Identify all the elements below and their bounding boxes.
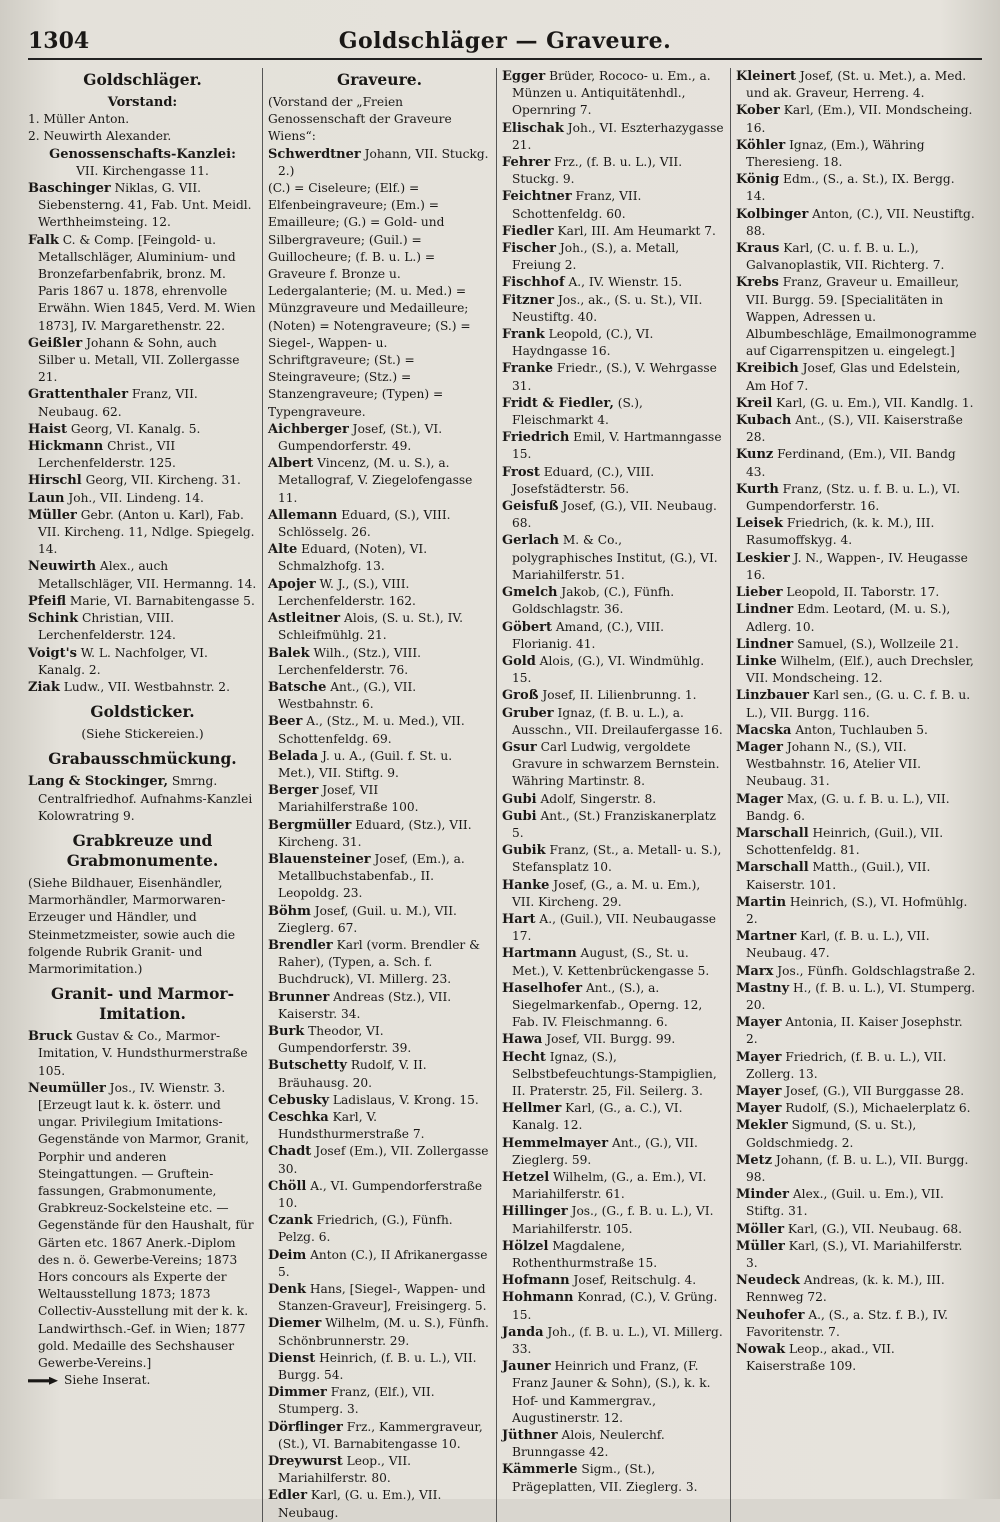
entry-name: Gubik: [502, 843, 546, 859]
directory-columns: [28, 68, 982, 1520]
directory-entry: Neuhofer A., (S., a. Stz. f. B.), IV. Favoritenstr. 7.: [736, 1307, 948, 1339]
directory-entry: Gerlach M. & Co., polygraphisches Institut, (G.), VI. Mariahilferstr. 51.: [502, 533, 718, 582]
directory-entry: Elischak Joh., VI. Eszterhazygasse 21.: [502, 120, 724, 152]
entry-name: Diemer: [268, 1316, 322, 1332]
section-heading: Grabausschmückung.: [48, 749, 237, 769]
section-heading: Grabkreuze und Grabmonumente.: [66, 830, 219, 870]
entry-name: Neuhofer: [736, 1307, 805, 1323]
entry-name: Apojer: [268, 576, 316, 592]
entry-name: Friedrich: [502, 430, 570, 446]
entry-name: Mayer: [736, 1049, 782, 1065]
note-text: 2. Neuwirth Alexander.: [28, 129, 172, 144]
directory-entry: Falk C. & Comp. [Feingold- u. Metallschläger, Aluminium- und Bronzefarbenfabrik, bronz. M. Paris 1867 u. 1878, ehrenvolle Erwähn. Wien 1845, Verd. M. Wien 1873], IV. Margarethenstr. 22.: [28, 232, 256, 333]
entry-name: Franke: [502, 361, 554, 377]
directory-entry: Jauner Heinrich und Franz, (F. Franz Jauner & Sohn), (S.), k. k. Hof- und Kammergrav., Augustinerstr. 12.: [502, 1359, 711, 1425]
entry-name: Kleinert: [736, 69, 797, 84]
directory-entry: Hohmann Konrad, (C.), V. Grüng. 15.: [502, 1290, 718, 1322]
entry-name: Hillinger: [502, 1204, 568, 1220]
directory-entry: Edler Karl, (G. u. Em.), VII. Neubaug.: [268, 1488, 442, 1520]
entry-name: Mekler: [736, 1118, 788, 1134]
entry-name: Butschetty: [268, 1058, 347, 1074]
directory-entry: Mayer Antonia, II. Kaiser Josephstr. 2.: [736, 1015, 963, 1047]
directory-entry: Diemer Wilhelm, (M. u. S.), Fünfh. Schönbrunnerstr. 29.: [268, 1316, 489, 1348]
directory-entry: Geißler Johann & Sohn, auch Silber u. Metall, VII. Zollergasse 21.: [28, 335, 240, 385]
directory-entry: Macska Anton, Tuchlauben 5.: [736, 722, 928, 738]
entry-name: Fiedler: [502, 223, 554, 239]
directory-entry: Metz Johann, (f. B. u. L.), VII. Burgg. 98.: [736, 1152, 969, 1184]
entry-name: Schwerdtner: [268, 146, 361, 162]
entry-name: Mayer: [736, 1015, 782, 1031]
entry-name: Müller: [736, 1238, 785, 1254]
directory-entry: Fitzner Jos., ak., (S. u. St.), VII. Neustiftg. 40.: [502, 292, 703, 324]
directory-entry: Böhm Josef, (Guil. u. M.), VII. Zieglerg. 67.: [268, 903, 457, 935]
entry-name: Dörflinger: [268, 1419, 343, 1435]
directory-entry: Marx Jos., Fünfh. Goldschlagstraße 2.: [736, 963, 976, 979]
directory-entry: Martin Heinrich, (S.), VI. Hofmühlg. 2.: [736, 894, 968, 926]
entry-name: Marschall: [736, 825, 809, 841]
entry-name: Chadt: [268, 1144, 312, 1160]
directory-entry: Fiedler Karl, III. Am Heumarkt 7.: [502, 223, 716, 239]
directory-entry: Groß Josef, II. Lilienbrunng. 1.: [502, 688, 697, 704]
entry-name: Minder: [736, 1187, 789, 1203]
entry-name: Batsche: [268, 679, 327, 695]
entry-name: Neudeck: [736, 1273, 800, 1289]
directory-entry: Krebs Franz, Graveur u. Emailleur, VII. Burgg. 59. [Specialitäten in Wappen, Adressen u. Albumbeschläge, Emailmonogramme auf Cigarrenspitzen u. eingelegt.]: [736, 275, 977, 359]
directory-entry: Friedrich Emil, V. Hartmanngasse 15.: [502, 430, 722, 462]
directory-entry: Belada J. u. A., (Guil. f. St. u. Met.), VII. Stiftg. 9.: [268, 748, 453, 780]
entry-name: Linke: [736, 653, 777, 669]
directory-entry: Hofmann Josef, Reitschulg. 4.: [502, 1273, 697, 1289]
note-text: (Vorstand der „Freien Genossenschaft der Graveure Wiens“:: [268, 95, 452, 144]
entry-name: Jauner: [502, 1359, 551, 1375]
column-3: [496, 68, 730, 1522]
entry-name: Fehrer: [502, 155, 551, 171]
entry-name: Göbert: [502, 619, 552, 635]
section-heading: Goldschläger.: [83, 70, 202, 89]
directory-entry: Grattenthaler Franz, VII. Neubaug. 62.: [28, 387, 198, 419]
entry-name: Lang & Stockinger,: [28, 774, 169, 790]
directory-entry: Gmelch Jakob, (C.), Fünfh. Goldschlagstr. 36.: [502, 585, 675, 617]
directory-entry: Möller Karl, (G.), VII. Neubaug. 68.: [736, 1221, 962, 1237]
directory-entry: Gold Alois, (G.), VI. Windmühlg. 15.: [502, 653, 705, 686]
note-text: (Siehe Bildhauer, Eisenhändler, Marmorhändler, Marmorwaren-Erzeuger und Händler, und Steinmetzmeister, sowie auch die folgende Rubrik Granit- und Marmorimitation.): [28, 875, 236, 976]
entry-name: Kreil: [736, 395, 773, 411]
directory-entry: Pfeifl Marie, VI. Barnabitengasse 5.: [28, 593, 255, 609]
entry-name: Egger: [502, 69, 546, 84]
directory-entry: Chadt Josef (Em.), VII. Zollergasse 30.: [268, 1144, 489, 1176]
entry-name: Mayer: [736, 1101, 782, 1117]
directory-entry: Astleitner Alois, (S. u. St.), IV. Schleifmühlg. 21.: [268, 611, 463, 643]
entry-name: Martin: [736, 894, 787, 910]
entry-name: Gubi: [502, 808, 537, 824]
entry-name: Kunz: [736, 447, 774, 463]
directory-entry: Fridt & Fiedler, (S.), Fleischmarkt 4.: [502, 395, 643, 428]
directory-entry: Gruber Ignaz, (f. B. u. L.), a. Ausschn., VII. Dreilaufergasse 16.: [502, 705, 723, 737]
entry-name: Albert: [268, 456, 314, 472]
directory-entry: Mastny H., (f. B. u. L.), VI. Stumperg. 20.: [736, 980, 976, 1012]
entry-name: Edler: [268, 1488, 308, 1504]
directory-entry: Marschall Heinrich, (Guil.), VII. Schottenfeldg. 81.: [736, 825, 944, 858]
directory-entry: Kubach Ant., (S.), VII. Kaiserstraße 28.: [736, 413, 963, 445]
directory-entry: Lindner Edm. Leotard, (M. u. S.), Adlerg. 10.: [736, 602, 951, 634]
directory-entry: Ziak Ludw., VII. Westbahnstr. 2.: [28, 679, 230, 695]
directory-entry: Mayer Rudolf, (S.), Michaelerplatz 6.: [736, 1101, 971, 1117]
entry-name: Beer: [268, 714, 303, 730]
entry-name: Kober: [736, 103, 780, 119]
entry-name: Hofmann: [502, 1273, 570, 1289]
directory-entry: Brendler Karl (vorm. Brendler & Raher), (Typen, a. Sch. f. Buchdruck), VI. Millerg. 23.: [268, 937, 480, 987]
directory-entry: Dienst Heinrich, (f. B. u. L.), VII. Burgg. 54.: [268, 1350, 477, 1383]
directory-entry: Albert Vincenz, (M. u. S.), a. Metallograf, V. Ziegelofengasse 11.: [268, 456, 473, 505]
directory-entry: Fehrer Frz., (f. B. u. L.), VII. Stuckg. 9.: [502, 155, 683, 187]
entry-name: Neumüller: [28, 1080, 106, 1096]
entry-name: Schink: [28, 611, 79, 627]
entry-name: Frank: [502, 327, 545, 343]
entry-name: Jüthner: [502, 1428, 558, 1444]
entry-name: Lindner: [736, 636, 794, 652]
directory-entry: Geisfuß Josef, (G.), VII. Neubaug. 68.: [502, 499, 717, 531]
entry-name: Hanke: [502, 877, 550, 893]
entry-name: Fitzner: [502, 292, 555, 308]
entry-name: Hellmer: [502, 1101, 562, 1117]
directory-entry: Hickmann Christ., VII Lerchenfelderstr. 125.: [28, 439, 176, 471]
entry-name: Martner: [736, 929, 797, 945]
entry-name: Ceschka: [268, 1109, 329, 1125]
directory-entry: Beer A., (Stz., M. u. Med.), VII. Schottenfeldg. 69.: [268, 714, 465, 746]
entry-name: Elischak: [502, 120, 564, 136]
note-text: (C.) = Ciseleure; (Elf.) = Elfenbeingraveure; (Em.) = Emailleure; (G.) = Gold- und Silbergraveure; (Guil.) = Guillocheure; (f. B. u. L.) = Graveure f. Bronze u. Ledergalanterie; (M. u. Med.) = Münzgraveure und Medailleure; (Noten) = Notengraveure; (S.) = Siegel-, Wappen- u. Schriftgraveure; (St.) = Steingraveure; (Stz.) = Stanzengraveure; (Typen) = Typengraveure.: [268, 181, 471, 419]
note-text: (Siehe Stickereien.): [81, 727, 204, 742]
entry-name: Fridt & Fiedler,: [502, 395, 614, 411]
note-text: VII. Kirchengasse 11.: [76, 163, 209, 178]
entry-name: Linzbauer: [736, 688, 809, 704]
entry-name: Mager: [736, 739, 784, 755]
directory-entry: Voigt's W. L. Nachfolger, VI. Kanalg. 2.: [28, 645, 208, 677]
entry-name: Kraus: [736, 241, 780, 257]
entry-name: Laun: [28, 490, 65, 506]
directory-entry: König Edm., (S., a. St.), IX. Bergg. 14.: [736, 172, 955, 204]
entry-name: Denk: [268, 1282, 307, 1298]
directory-entry: Leskier J. N., Wappen-, IV. Heugasse 16.: [736, 550, 968, 582]
directory-entry: Hawa Josef, VII. Burgg. 99.: [502, 1032, 676, 1048]
entry-name: Kämmerle: [502, 1462, 578, 1478]
directory-entry: Berger Josef, VII Mariahilferstraße 100.: [268, 783, 419, 815]
subheading: Genossenschafts-Kanzlei:: [49, 146, 236, 162]
entry-name: Dreywurst: [268, 1454, 343, 1470]
directory-entry: Kämmerle Sigm., (St.), Prägeplatten, VII. Zieglerg. 3.: [502, 1462, 698, 1494]
directory-entry: Kreibich Josef, Glas und Edelstein, Am Hof 7.: [736, 361, 961, 393]
entry-name: Deim: [268, 1247, 307, 1263]
directory-entry: Linke Wilhelm, (Elf.), auch Drechsler, VII. Mondscheing. 12.: [736, 653, 974, 686]
entry-name: Baschinger: [28, 181, 111, 197]
directory-entry: Fischer Joh., (S.), a. Metall, Freiung 2.: [502, 241, 680, 273]
directory-entry: Göbert Amand, (C.), VIII. Florianig. 41.: [502, 619, 665, 651]
directory-entry: Hellmer Karl, (G., a. C.), VI. Kanalg. 12.: [502, 1101, 683, 1133]
directory-entry: Martner Karl, (f. B. u. L.), VII. Neubaug. 47.: [736, 929, 930, 961]
directory-entry: Denk Hans, [Siegel-, Wappen- und Stanzen-Graveur], Freisingerg. 5.: [268, 1282, 487, 1314]
entry-name: Kreibich: [736, 361, 799, 377]
directory-entry: Hemmelmayer Ant., (G.), VII. Zieglerg. 59.: [502, 1135, 698, 1167]
directory-entry: Hanke Josef, (G., a. M. u. Em.), VII. Kircheng. 29.: [502, 877, 701, 909]
directory-entry: Mager Johann N., (S.), VII. Westbahnstr. 16, Atelier VII. Neubaug. 31.: [736, 739, 922, 789]
directory-entry: Bergmüller Eduard, (Stz.), VII. Kircheng. 31.: [268, 817, 472, 849]
directory-entry: Schwerdtner Johann, VII. Stuckg. 2.): [268, 146, 489, 178]
inserat-reference: [28, 1372, 257, 1389]
directory-entry: Mayer Friedrich, (f. B. u. L.), VII. Zollerg. 13.: [736, 1049, 947, 1081]
entry-name: Geisfuß: [502, 499, 559, 515]
entry-name: Möller: [736, 1221, 785, 1237]
entry-name: Nowak: [736, 1342, 786, 1358]
directory-entry: Schink Christian, VIII. Lerchenfelderstr. 124.: [28, 611, 176, 643]
entry-name: Hartmann: [502, 946, 577, 962]
directory-entry: Minder Alex., (Guil. u. Em.), VII. Stiftg. 31.: [736, 1187, 944, 1219]
directory-entry: Kolbinger Anton, (C.), VII. Neustiftg. 88.: [736, 206, 975, 238]
directory-entry: Nowak Leop., akad., VII. Kaiserstraße 109.: [736, 1342, 895, 1374]
directory-entry: Apojer W. J., (S.), VIII. Lerchenfelderstr. 162.: [268, 576, 416, 608]
entry-name: Aichberger: [268, 421, 349, 437]
directory-entry: Gubi Ant., (St.) Franziskanerplatz 5.: [502, 808, 716, 840]
directory-entry: Lindner Samuel, (S.), Wollzeile 21.: [736, 636, 959, 652]
directory-entry: Köhler Ignaz, (Em.), Währing Theresieng. 18.: [736, 137, 925, 170]
column-1: [28, 68, 262, 1522]
entry-name: Blauensteiner: [268, 851, 371, 867]
entry-name: Neuwirth: [28, 559, 97, 575]
entry-name: Belada: [268, 748, 319, 764]
entry-name: Bergmüller: [268, 817, 352, 833]
directory-entry: Kober Karl, (Em.), VII. Mondscheing. 16.: [736, 103, 973, 135]
entry-name: Leisek: [736, 516, 783, 532]
directory-entry: Marschall Matth., (Guil.), VII. Kaiserstr. 101.: [736, 860, 931, 892]
entry-name: Cebusky: [268, 1092, 330, 1108]
directory-entry: Kreil Karl, (G. u. Em.), VII. Kandlg. 1.: [736, 395, 974, 411]
entry-name: Mastny: [736, 980, 790, 996]
directory-entry: Hölzel Magdalene, Rothenthurmstraße 15.: [502, 1238, 658, 1271]
directory-entry: Müller Karl, (S.), VI. Mariahilferstr. 3.: [736, 1238, 963, 1271]
entry-name: Hirschl: [28, 473, 82, 489]
directory-entry: Neudeck Andreas, (k. k. M.), III. Rennweg 72.: [736, 1273, 945, 1305]
pointing-hand-icon: [28, 1377, 58, 1385]
directory-entry: Ceschka Karl, V. Hundsthurmerstraße 7.: [268, 1109, 425, 1142]
entry-name: Frost: [502, 464, 540, 480]
entry-name: Alte: [268, 542, 298, 558]
entry-name: Hawa: [502, 1032, 543, 1048]
directory-entry: Lieber Leopold, II. Taborstr. 17.: [736, 585, 940, 601]
directory-entry: Blauensteiner Josef, (Em.), a. Metallbuchstabenfab., II. Leopoldg. 23.: [268, 851, 465, 901]
entry-name: Hohmann: [502, 1290, 574, 1306]
entry-name: Köhler: [736, 137, 786, 153]
directory-entry: Gsur Carl Ludwig, vergoldete Gravure in schwarzem Bernstein. Währing Martinstr. 8.: [502, 739, 720, 789]
entry-name: Gold: [502, 653, 536, 669]
directory-entry: Janda Joh., (f. B. u. L.), VI. Millerg. 33.: [502, 1324, 723, 1357]
directory-entry: Cebusky Ladislaus, V. Krong. 15.: [268, 1092, 479, 1108]
directory-entry: Hart A., (Guil.), VII. Neubaugasse 17.: [502, 911, 716, 944]
entry-name: Czank: [268, 1213, 313, 1229]
entry-name: Metz: [736, 1152, 773, 1168]
directory-entry: Czank Friedrich, (G.), Fünfh. Pelzg. 6.: [268, 1213, 453, 1245]
directory-entry: Lang & Stockinger, Smrng. Centralfriedhof. Aufnahms-Kanzlei Kolowratring 9.: [28, 774, 253, 823]
entry-name: Feichtner: [502, 189, 572, 205]
directory-entry: Neumüller Jos., IV. Wienstr. 3. [Erzeugt laut k. k. österr. und ungar. Privilegium Imitations-Gegenstände von Marmor, Granit, Porphir und anderen Steingattungen. — Gruftein-fassungen, Grabmonumente, Grabkreuz-Sockelsteine etc. — Gegenstände für den Haushalt, für Gärten etc. 1867 Anerk.-Diplom des n. ö. Gewerbe-Vereins; 1873 Hors concours als Experte der Weltausstellung 1873; 1873 Collectiv-Ausstellung mit der k. k. Landwirthsch.-Gef. in Wien; 1877 gold. Medaille des Sechshauser Gewerbe-Vereins.]: [28, 1080, 254, 1370]
directory-entry: Hartmann August, (S., St. u. Met.), V. Kettenbrückengasse 5.: [502, 946, 710, 978]
entry-name: Mager: [736, 791, 784, 807]
entry-name: Janda: [502, 1324, 544, 1340]
entry-name: Dimmer: [268, 1385, 327, 1401]
entry-name: Hart: [502, 911, 536, 927]
section-heading: Goldsticker.: [90, 702, 195, 722]
entry-name: Bruck: [28, 1029, 73, 1045]
directory-entry: Gubi Adolf, Singerstr. 8.: [502, 791, 657, 807]
page-number: 1304: [28, 28, 90, 54]
page-header: [28, 28, 982, 60]
note-text: 1. Müller Anton.: [28, 112, 130, 127]
directory-entry: Kunz Ferdinand, (Em.), VII. Bandg 43.: [736, 447, 956, 479]
entry-name: Kubach: [736, 413, 792, 429]
column-2: [262, 68, 496, 1522]
directory-entry: Dimmer Franz, (Elf.), VII. Stumperg. 3.: [268, 1385, 435, 1417]
directory-entry: Dörflinger Frz., Kammergraveur, (St.), VI. Barnabitengasse 10.: [268, 1419, 483, 1451]
directory-entry: Fischhof A., IV. Wienstr. 15.: [502, 275, 683, 291]
entry-name: Gsur: [502, 739, 537, 755]
entry-name: König: [736, 172, 780, 188]
inserat-label: Siehe Inserat.: [64, 1373, 151, 1388]
entry-name: Dienst: [268, 1350, 316, 1366]
entry-name: Kolbinger: [736, 206, 809, 222]
directory-entry: Gubik Franz, (St., a. Metall- u. S.), Stefansplatz 10.: [502, 843, 722, 875]
entry-name: Groß: [502, 688, 539, 704]
directory-entry: Leisek Friedrich, (k. k. M.), III. Rasumoffskyg. 4.: [736, 516, 935, 548]
entry-name: Falk: [28, 232, 59, 248]
directory-entry: Butschetty Rudolf, V. II. Bräuhausg. 20.: [268, 1058, 427, 1090]
directory-entry: Mager Max, (G. u. f. B. u. L.), VII. Bandg. 6.: [736, 791, 950, 823]
directory-entry: Allemann Eduard, (S.), VIII. Schlösselg. 26.: [268, 507, 451, 540]
entry-name: Fischhof: [502, 275, 565, 291]
entry-name: Lieber: [736, 585, 783, 601]
directory-entry: Egger Brüder, Rococo- u. Em., a. Münzen u. Antiquitätenhdl., Opernring 7.: [502, 69, 711, 118]
entry-name: Burk: [268, 1023, 305, 1039]
entry-name: Macska: [736, 722, 792, 738]
entry-name: Gmelch: [502, 585, 558, 601]
directory-entry: Kleinert Josef, (St. u. Met.), a. Med. und ak. Graveur, Herreng. 4.: [736, 69, 967, 101]
directory-entry: Frank Leopold, (C.), VI. Haydngasse 16.: [502, 327, 654, 359]
entry-name: Hickmann: [28, 439, 104, 455]
directory-entry: Mayer Josef, (G.), VII Burggasse 28.: [736, 1083, 965, 1099]
entry-name: Gubi: [502, 791, 537, 807]
entry-name: Müller: [28, 507, 77, 523]
directory-entry: Feichtner Franz, VII. Schottenfeldg. 60.: [502, 189, 642, 221]
directory-entry: Baschinger Niklas, G. VII. Siebensterng. 41, Fab. Unt. Meidl. Werthheimsteing. 12.: [28, 181, 252, 230]
entry-name: Kurth: [736, 481, 779, 497]
directory-entry: Franke Friedr., (S.), V. Wehrgasse 31.: [502, 361, 717, 393]
entry-name: Hecht: [502, 1049, 546, 1065]
directory-entry: Deim Anton (C.), II Afrikanergasse 5.: [268, 1247, 488, 1279]
directory-entry: Linzbauer Karl sen., (G. u. C. f. B. u. L.), VII. Burgg. 116.: [736, 688, 971, 720]
entry-name: Haist: [28, 421, 67, 437]
entry-name: Marschall: [736, 860, 809, 876]
entry-name: Geißler: [28, 335, 83, 351]
entry-name: Marx: [736, 963, 774, 979]
directory-entry: Neuwirth Alex., auch Metallschläger, VII. Hermanng. 14.: [28, 559, 257, 591]
entry-name: Brendler: [268, 937, 333, 953]
entry-name: Hemmelmayer: [502, 1135, 609, 1151]
entry-name: Pfeifl: [28, 593, 67, 609]
entry-name: Brunner: [268, 989, 330, 1005]
entry-name: Hetzel: [502, 1170, 550, 1185]
entry-name: Voigt's: [28, 645, 77, 661]
directory-entry: Bruck Gustav & Co., Marmor-Imitation, V. Hundsthurmerstraße 105.: [28, 1029, 248, 1078]
entry-name: Mayer: [736, 1083, 782, 1099]
directory-entry: Batsche Ant., (G.), VII. Westbahnstr. 6.: [268, 679, 417, 712]
subheading: Vorstand:: [107, 95, 178, 110]
entry-name: Grattenthaler: [28, 387, 129, 403]
directory-entry: Burk Theodor, VI. Gumpendorferstr. 39.: [268, 1023, 412, 1056]
entry-name: Ziak: [28, 679, 60, 695]
directory-entry: Laun Joh., VII. Lindeng. 14.: [28, 490, 204, 506]
directory-entry: Haist Georg, VI. Kanalg. 5.: [28, 421, 201, 437]
directory-entry: Hirschl Georg, VII. Kircheng. 31.: [28, 473, 241, 489]
section-heading: Granit- und Marmor-Imitation.: [50, 984, 235, 1024]
directory-entry: Dreywurst Leop., VII. Mariahilferstr. 80.: [268, 1454, 412, 1486]
entry-name: Berger: [268, 783, 319, 799]
directory-entry: Alte Eduard, (Noten), VI. Schmalzhofg. 13.: [268, 542, 428, 574]
directory-entry: Müller Gebr. (Anton u. Karl), Fab. VII. Kircheng. 11, Ndlge. Spiegelg. 14.: [28, 507, 255, 557]
entry-name: Allemann: [268, 507, 338, 523]
directory-entry: Kurth Franz, (Stz. u. f. B. u. L.), VI. Gumpendorferstr. 16.: [736, 481, 961, 514]
directory-entry: Hetzel Wilhelm, (G., a. Em.), VI. Mariahilferstr. 61.: [502, 1170, 707, 1202]
directory-entry: Frost Eduard, (C.), VIII. Josefstädterstr. 56.: [502, 464, 655, 496]
entry-name: Haselhofer: [502, 980, 583, 996]
running-title: Goldschläger — Graveure.: [338, 28, 672, 54]
entry-name: Chöll: [268, 1178, 307, 1194]
directory-entry: Kraus Karl, (C. u. f. B. u. L.), Galvanoplastik, VII. Richterg. 7.: [736, 241, 945, 273]
entry-name: Fischer: [502, 241, 556, 257]
directory-entry: Brunner Andreas (Stz.), VII. Kaiserstr. 34.: [268, 989, 452, 1021]
entry-name: Gruber: [502, 705, 554, 721]
directory-entry: Aichberger Josef, (St.), VI. Gumpendorferstr. 49.: [268, 421, 443, 454]
entry-name: Böhm: [268, 903, 311, 919]
directory-entry: Balek Wilh., (Stz.), VIII. Lerchenfelderstr. 76.: [268, 645, 422, 677]
entry-name: Gerlach: [502, 533, 559, 549]
column-4: [730, 68, 982, 1522]
section-heading: Graveure.: [336, 70, 422, 89]
entry-name: Leskier: [736, 550, 790, 566]
entry-name: Krebs: [736, 275, 779, 291]
entry-name: Astleitner: [268, 611, 341, 627]
entry-name: Balek: [268, 645, 310, 661]
directory-entry: Jüthner Alois, Neulerchf. Brunngasse 42.: [502, 1428, 665, 1460]
directory-entry: Hillinger Jos., (G., f. B. u. L.), VI. Mariahilferstr. 105.: [502, 1204, 714, 1236]
entry-name: Hölzel: [502, 1238, 549, 1254]
directory-entry: Hecht Ignaz, (S.), Selbstbefeuchtungs-Stampiglien, II. Praterstr. 25, Fil. Seilerg. 3.: [502, 1049, 717, 1098]
entry-name: Lindner: [736, 602, 794, 618]
directory-entry: Chöll A., VI. Gumpendorferstraße 10.: [268, 1178, 483, 1210]
directory-entry: Mekler Sigmund, (S. u. St.), Goldschmiedg. 2.: [736, 1118, 917, 1150]
directory-entry: Haselhofer Ant., (S.), a. Siegelmarkenfab., Operng. 12, Fab. IV. Fleischmanng. 6.: [502, 980, 703, 1030]
